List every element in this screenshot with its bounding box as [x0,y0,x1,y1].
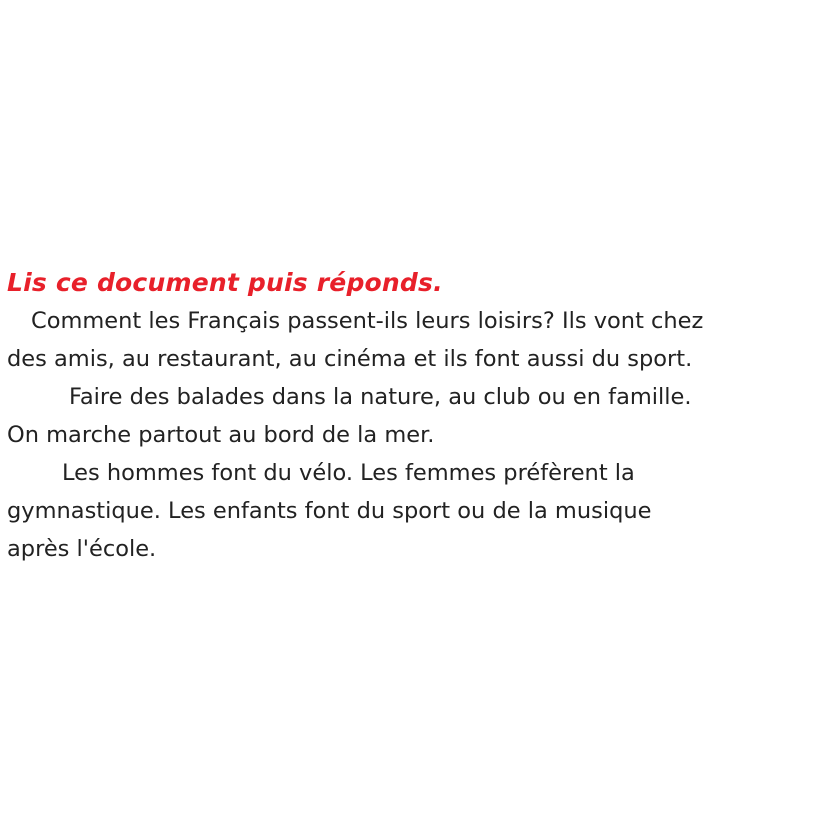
instruction-heading: Lis ce document puis réponds. [7,268,443,297]
paragraph-3-line-3: après l'école. [7,536,157,562]
paragraph-1-line-2: des amis, au restaurant, au cinéma et ils font aussi du sport. [7,346,693,372]
paragraph-2-line-2: On marche partout au bord de la mer. [7,422,435,448]
document [7,264,812,568]
paragraph-3-line-2: gymnastique. Les enfants font du sport ou de la musique [7,498,652,524]
document-text [7,302,812,568]
paragraph-2-line-1: Faire des balades dans la nature, au club ou en famille. [69,384,692,410]
paragraph-1-line-1: Comment les Français passent-ils leurs loisirs? Ils vont chez [31,308,704,334]
paragraph-3-line-1: Les hommes font du vélo. Les femmes préfèrent la [62,460,635,486]
